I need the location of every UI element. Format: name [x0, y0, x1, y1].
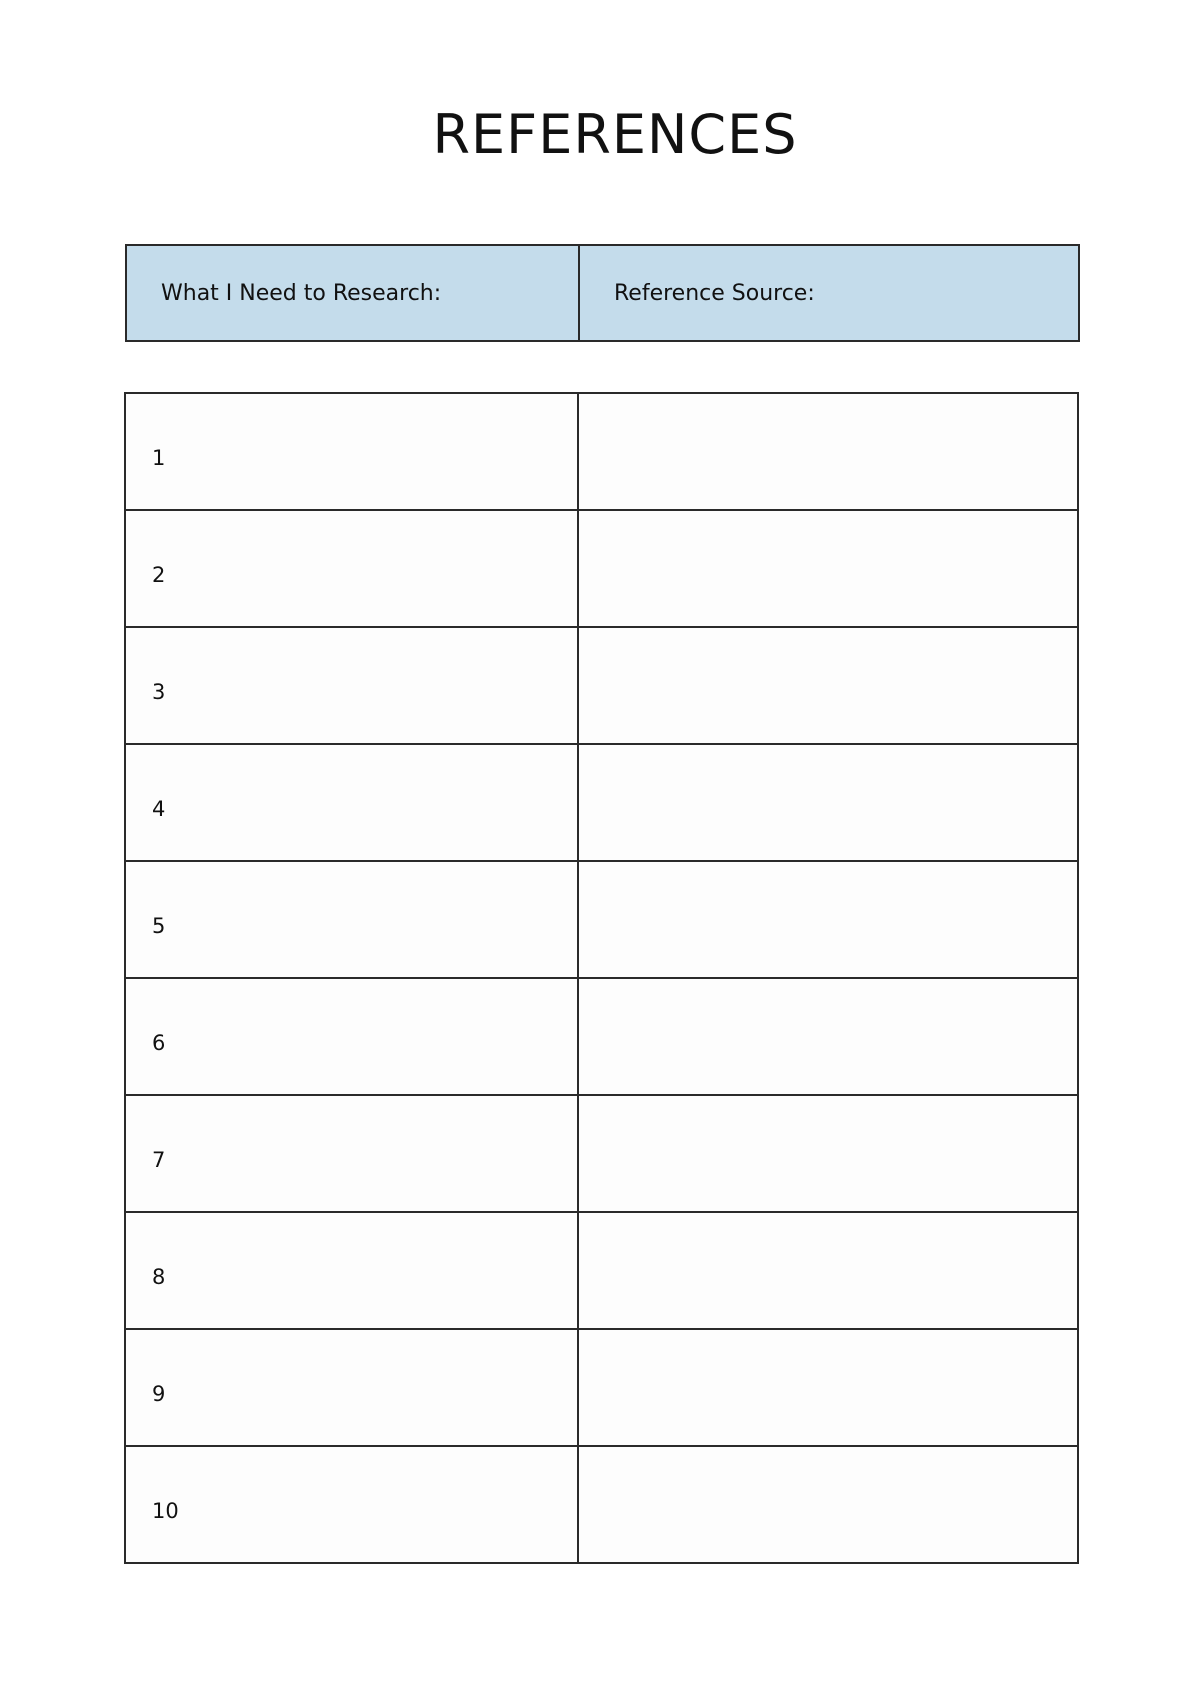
table-header — [125, 244, 1080, 342]
row-number: 3 — [126, 628, 579, 743]
table-row — [126, 394, 1077, 511]
row-number: 7 — [126, 1096, 579, 1211]
source-cell[interactable] — [579, 511, 1077, 626]
references-table — [124, 392, 1079, 1564]
row-number: 1 — [126, 394, 579, 509]
table-row — [126, 1330, 1077, 1447]
source-cell[interactable] — [579, 394, 1077, 509]
table-row — [126, 979, 1077, 1096]
row-number: 9 — [126, 1330, 579, 1445]
source-cell[interactable] — [579, 1096, 1077, 1211]
table-row — [126, 628, 1077, 745]
source-cell[interactable] — [579, 862, 1077, 977]
source-cell[interactable] — [579, 628, 1077, 743]
table-row — [126, 511, 1077, 628]
source-cell[interactable] — [579, 1213, 1077, 1328]
source-cell[interactable] — [579, 979, 1077, 1094]
page-title: REFERENCES — [432, 103, 798, 166]
source-cell[interactable] — [579, 1330, 1077, 1445]
row-number: 4 — [126, 745, 579, 860]
row-number: 10 — [126, 1447, 579, 1562]
row-number: 8 — [126, 1213, 579, 1328]
row-number: 5 — [126, 862, 579, 977]
source-cell[interactable] — [579, 745, 1077, 860]
header-reference-source: Reference Source: — [614, 280, 815, 306]
table-row — [126, 862, 1077, 979]
table-row — [126, 1447, 1077, 1562]
row-number: 6 — [126, 979, 579, 1094]
header-research-topic: What I Need to Research: — [127, 246, 580, 340]
table-row — [126, 745, 1077, 862]
table-row — [126, 1213, 1077, 1330]
source-cell[interactable] — [579, 1447, 1077, 1562]
table-row — [126, 1096, 1077, 1213]
row-number: 2 — [126, 511, 579, 626]
